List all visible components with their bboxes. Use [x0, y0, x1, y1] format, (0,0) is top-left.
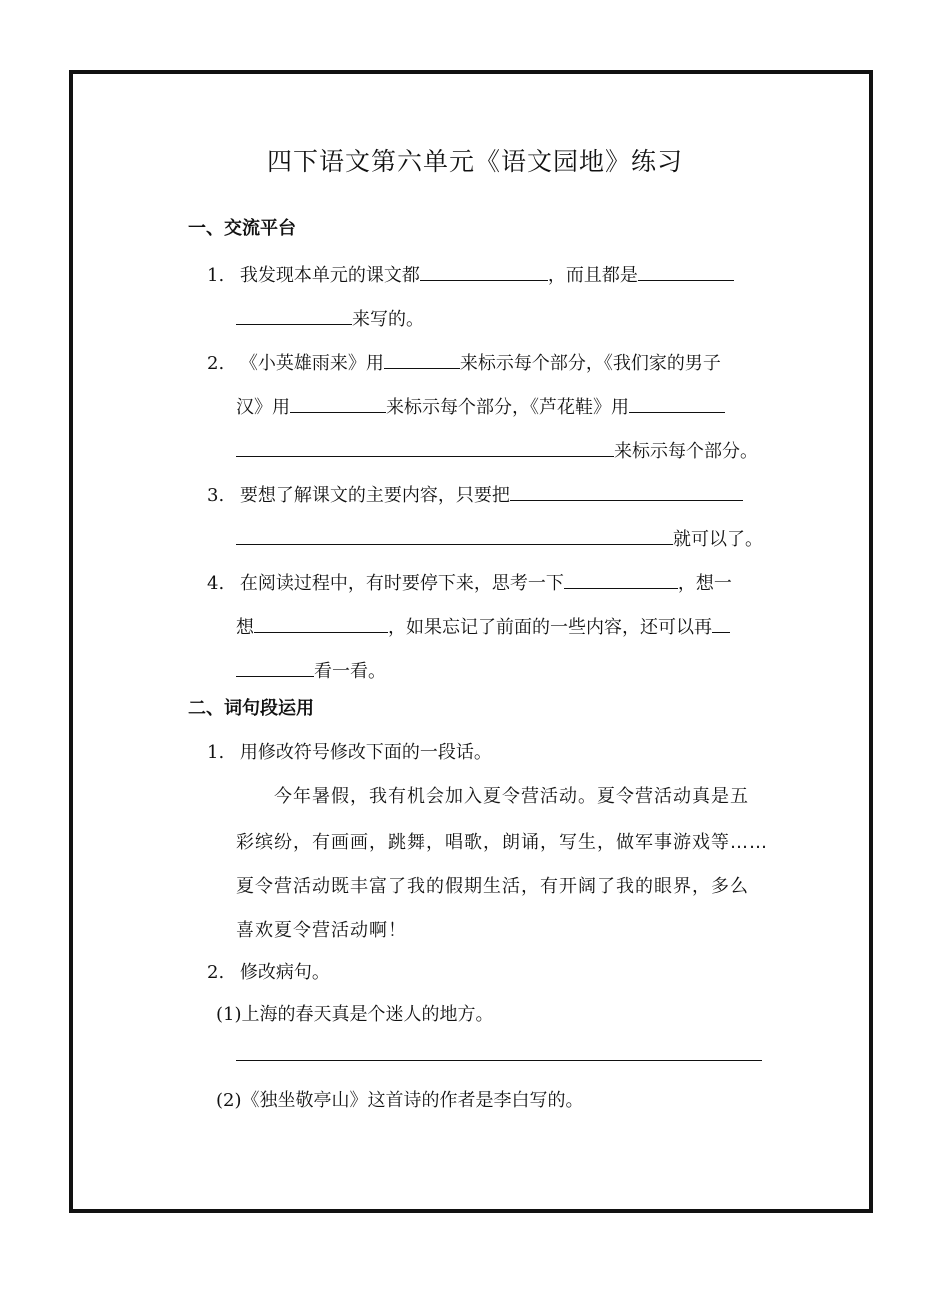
- answer-blank[interactable]: [420, 260, 548, 281]
- answer-blank[interactable]: [236, 436, 614, 457]
- question-text: 看一看。: [314, 661, 386, 682]
- question-number: 1.: [207, 742, 225, 763]
- sentence-1: (1)上海的春天真是个迷人的地方。: [216, 1004, 494, 1025]
- answer-blank[interactable]: [290, 392, 386, 413]
- question-text: 在阅读过程中，有时要停下来，思考一下: [239, 573, 564, 594]
- question-2-1: [207, 740, 492, 766]
- answer-blank[interactable]: [510, 480, 743, 501]
- question-text: 我发现本单元的课文都: [239, 265, 420, 286]
- answer-blank[interactable]: [236, 524, 673, 545]
- question-1-1-cont: [236, 304, 424, 333]
- question-text: 《小英雄雨来》用: [239, 353, 384, 374]
- answer-blank[interactable]: [564, 568, 678, 589]
- question-text: ，而且都是: [547, 265, 638, 286]
- sentence-2: (2)《独坐敬亭山》这首诗的作者是李白写的。: [216, 1090, 584, 1111]
- question-text: 想: [236, 617, 254, 638]
- answer-line[interactable]: [236, 1040, 762, 1061]
- question-text: 用修改符号修改下面的一段话。: [239, 742, 492, 763]
- question-1-2: [207, 348, 721, 377]
- question-number: 1.: [207, 265, 225, 286]
- question-text: 要想了解课文的主要内容，只要把: [239, 485, 510, 506]
- answer-blank[interactable]: [712, 612, 730, 633]
- answer-blank[interactable]: [638, 260, 734, 281]
- answer-blank[interactable]: [254, 612, 388, 633]
- answer-blank[interactable]: [384, 348, 460, 369]
- paragraph-line: 喜欢夏令营活动啊！: [236, 920, 407, 941]
- question-number: 3.: [207, 485, 225, 506]
- paragraph-line: 彩缤纷，有画画，跳舞，唱歌，朗诵，写生，做军事游戏等……: [236, 832, 768, 853]
- question-text: 来标示每个部分，《芦花鞋》用: [386, 397, 629, 418]
- question-number: 2.: [207, 353, 225, 374]
- question-text: 来标示每个部分，《我们家的男子: [459, 353, 721, 374]
- question-2-2: [207, 960, 330, 986]
- question-number: 4.: [207, 573, 225, 594]
- section-heading-2: 二、词句段运用: [188, 698, 314, 719]
- section-heading-1: 一、交流平台: [188, 218, 296, 239]
- answer-blank[interactable]: [236, 304, 352, 325]
- question-text: 来标示每个部分。: [614, 441, 758, 462]
- question-text: ，如果忘记了前面的一些内容，还可以再: [388, 617, 712, 638]
- question-1-2-cont: [236, 392, 725, 421]
- question-1-4-cont: [236, 612, 730, 641]
- page-title: 四下语文第六单元《语文园地》练习: [266, 147, 683, 176]
- question-text: 修改病句。: [239, 962, 330, 983]
- question-number: 2.: [207, 962, 225, 983]
- question-1-4: [207, 568, 732, 597]
- question-1-2-cont2: [236, 436, 758, 465]
- question-text: ，想一: [677, 573, 732, 594]
- question-text: 就可以了。: [673, 529, 763, 550]
- question-text: 来写的。: [352, 309, 424, 330]
- question-1-4-cont2: [236, 656, 386, 685]
- answer-blank[interactable]: [629, 392, 725, 413]
- paragraph-line: 夏令营活动既丰富了我的假期生活，有开阔了我的眼界，多么: [236, 876, 749, 897]
- question-1-1: [207, 260, 734, 289]
- paragraph-line: 今年暑假，我有机会加入夏令营活动。夏令营活动真是五: [274, 786, 749, 807]
- question-1-3: [207, 480, 743, 509]
- question-text: 汉》用: [236, 397, 290, 418]
- question-1-3-cont: [236, 524, 763, 553]
- answer-blank[interactable]: [236, 656, 314, 677]
